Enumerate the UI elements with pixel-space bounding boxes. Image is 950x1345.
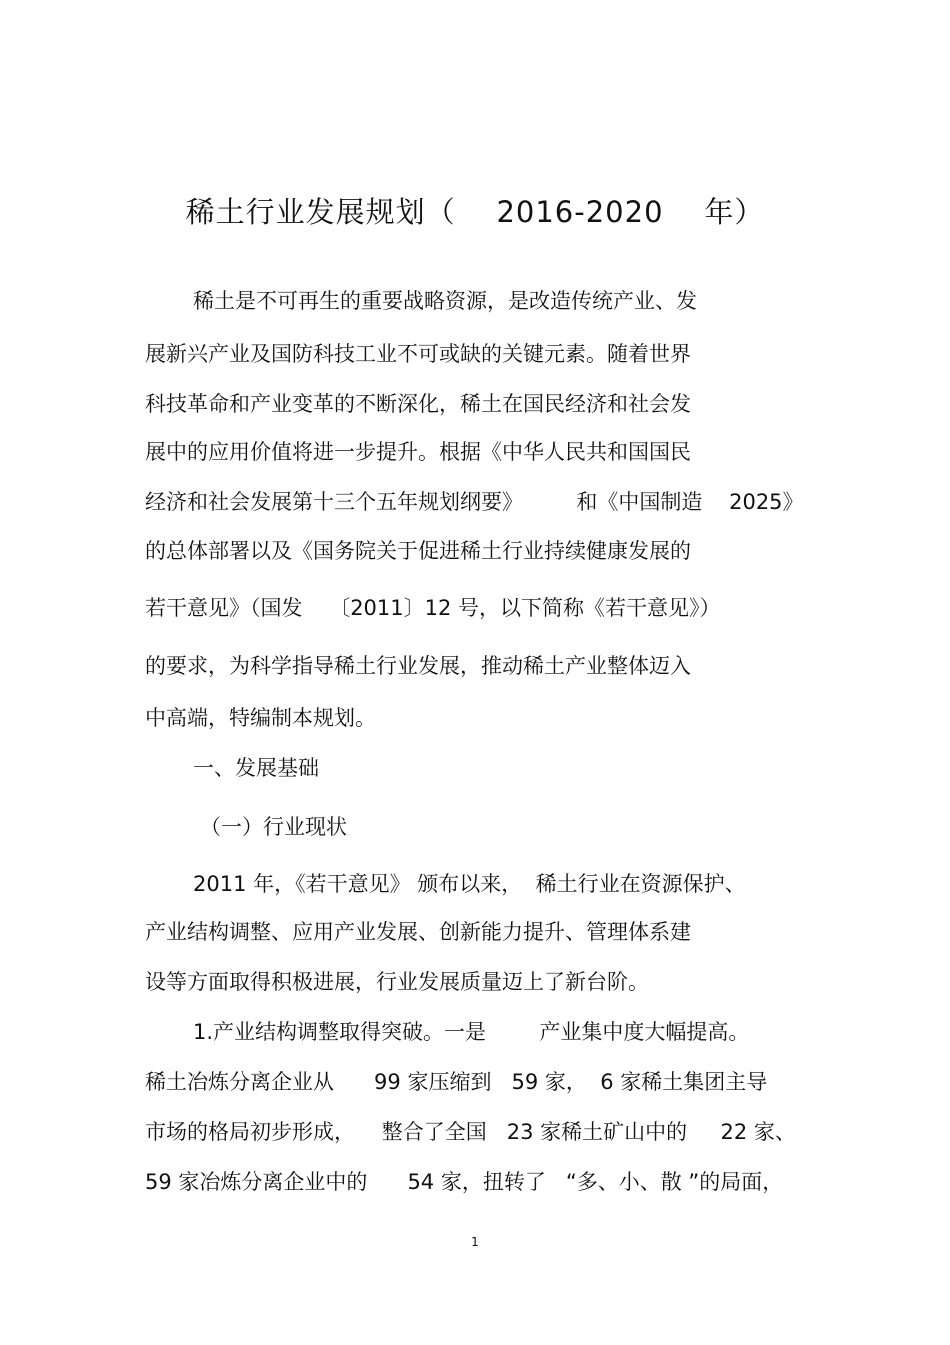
- page-number: 1: [471, 1235, 479, 1249]
- paragraph-line: 稀土冶炼分离企业从 99 家压缩到 59 家， 6 家稀土集团主导: [145, 1070, 768, 1094]
- paragraph-line: 59 家冶炼分离企业中的 54 家，扭转了 “多、小、散 ”的局面，: [145, 1170, 784, 1194]
- intro-line: 中高端，特编制本规划。: [145, 706, 376, 730]
- intro-line: 的总体部署以及《国务院关于促进稀土行业持续健康发展的: [145, 539, 691, 563]
- paragraph-line: 设等方面取得积极进展，行业发展质量迈上了新台阶。: [145, 970, 649, 994]
- intro-line: 经济和社会发展第十三个五年规划纲要》 和《中国制造 2025》: [145, 490, 804, 514]
- paragraph-line: 2011 年，《若干意见》 颁布以来， 稀土行业在资源保护、: [193, 872, 746, 896]
- paragraph-line: 市场的格局初步形成， 整合了全国 23 家稀土矿山中的 22 家、: [145, 1120, 796, 1144]
- intro-line: 稀土是不可再生的重要战略资源，是改造传统产业、发: [193, 289, 697, 313]
- subsection-heading: （一）行业现状: [200, 815, 347, 839]
- section-heading: 一、发展基础: [193, 756, 319, 780]
- intro-line: 科技革命和产业变革的不断深化，稀土在国民经济和社会发: [145, 392, 691, 416]
- intro-line: 若干意见》（国发 〔2011〕12 号，以下简称《若干意见》）: [145, 596, 721, 620]
- paragraph-line: 产业结构调整、应用产业发展、创新能力提升、管理体系建: [145, 920, 691, 944]
- intro-line: 展新兴产业及国防科技工业不可或缺的关键元素。随着世界: [145, 342, 691, 366]
- intro-line: 展中的应用价值将进一步提升。根据《中华人民共和国国民: [145, 440, 691, 464]
- intro-line: 的要求，为科学指导稀土行业发展，推动稀土产业整体迈入: [145, 654, 691, 678]
- document-title: 稀土行业发展规划（ 2016-2020 年）: [185, 195, 765, 229]
- paragraph-line: 1.产业结构调整取得突破。一是 产业集中度大幅提高。: [193, 1020, 750, 1044]
